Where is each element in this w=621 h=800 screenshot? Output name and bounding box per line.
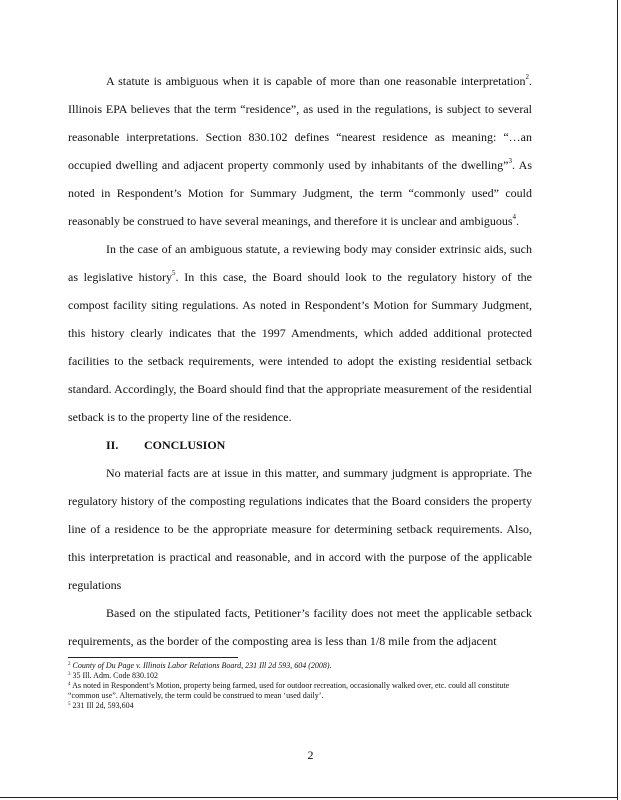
footnote: $^2$ County of Du Page v. Illinois Labor Relations Board, 231 Ill 2d 593, 604 (2008). (68, 661, 332, 670)
page-number: 2 (307, 748, 314, 762)
footnote-ref-3: 3 (508, 157, 513, 165)
section-title: CONCLUSION (144, 438, 226, 452)
footnote-ref-2: 2 (525, 73, 529, 81)
page-edge-bottom (0, 797, 618, 798)
footnote: $^5$ 231 Ill 2d, 593,604 (68, 701, 134, 710)
footnote-ref-4: 4 (512, 213, 517, 221)
footnote-separator (68, 657, 238, 658)
section-number: II. (106, 438, 119, 452)
footnote: $^3$ 35 Ill. Adm. Code 830.102 (68, 671, 159, 680)
footnote: $^4$ As noted in Respondent’s Motion, property being farmed, used for outdoor recreation, occasionally walked over, etc. could all constitute “common use”. Alternatively, the term could be construed to mean ‘used daily’. (68, 681, 510, 700)
page-edge-right (617, 0, 618, 800)
paragraph-stipulated-facts: Based on the stipulated facts, Petitioner’s facility does not meet the applicable setback requirements, as the border of the composting area is less than 1/8 mile from the adjacent (68, 606, 532, 648)
footnote-ref-5: 5 (172, 269, 176, 277)
body-text (68, 67, 532, 655)
footnotes (68, 661, 538, 711)
paragraph-ambiguity: A statute is ambiguous when it is capable of more than one reasonable interpretation$^2$. Illinois EPA believes that the term “residence”, as used in the regulations, is subject to several reasonable interpretations. Section 830.102 defines “nearest residence as meaning: “…an occupied dwelling and adjacent property commonly used by inhabitants of the dwelling”$^3$. As noted in Respondent’s Motion for Summary Judgment, the term “commonly used” could reasonably be construed to have several meanings, and therefore it is unclear and ambiguous$^4$. (68, 73, 532, 228)
paragraph-legislative-history: In the case of an ambiguous statute, a reviewing body may consider extrinsic aids, such as legislative history$^5$. In this case, the Board should look to the regulatory history of the compost facility siting regulations. As noted in Respondent’s Motion for Summary Judgment, this history clearly indicates that the 1997 Amendments, which added additional protected facilities to the setback requirements, were intended to adopt the existing residential setback standard. Accordingly, the Board should find that the appropriate measurement of the residential setback is to the property line of the residence. (68, 242, 532, 424)
section-heading (68, 431, 532, 459)
paragraph-conclusion: No material facts are at issue in this matter, and summary judgment is appropriate. The regulatory history of the composting regulations indicates that the Board considers the property line of a residence to be the appropriate measure for determining setback requirements. Also, this interpretation is practical and reasonable, and in accord with the purpose of the applicable regulations (68, 466, 532, 592)
